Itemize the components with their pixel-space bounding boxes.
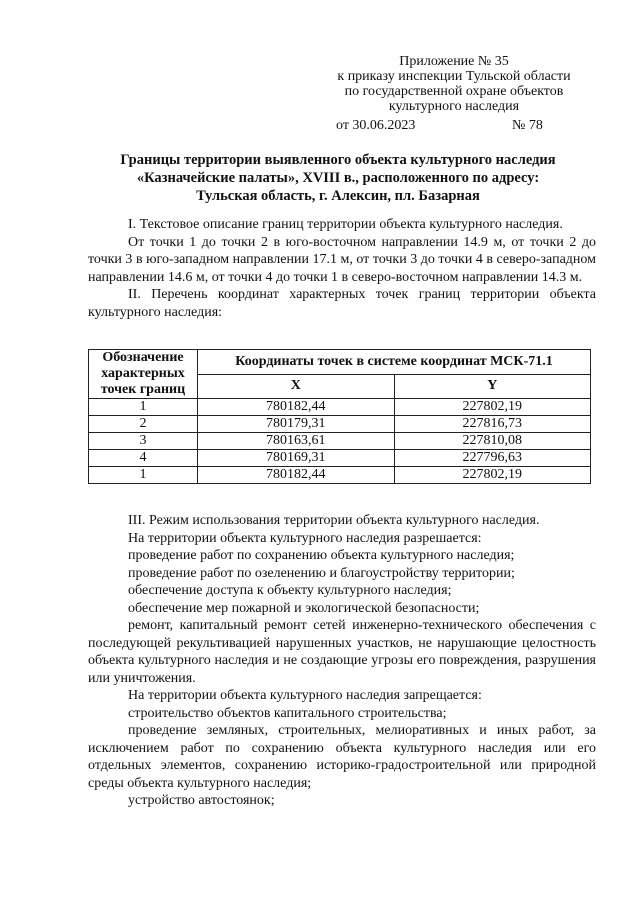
- section-1-heading: I. Текстовое описание границ территории объекта культурного наследия.: [128, 217, 563, 232]
- allowed-intro: На территории объекта культурного наследия разрешается:: [128, 530, 482, 546]
- forbidden-item: проведение земляных, строительных, мелиоративных и иных работ, за исключением работ по сохранению объекта культурного наследия или его отдельных элементов, сохранению историко-градостроительной или природной среды объекта культурного наследия;: [88, 723, 596, 791]
- appendix-line: к приказу инспекции Тульской области: [337, 69, 571, 84]
- section-1-and-2: [88, 216, 596, 321]
- order-date: от 30.06.2023: [336, 118, 416, 133]
- appendix-line: культурного наследия: [388, 99, 520, 114]
- document-title: [88, 151, 588, 205]
- table-row: [89, 467, 591, 484]
- table-row: [89, 450, 591, 467]
- allowed-item: обеспечение мер пожарной и экологической безопасности;: [128, 600, 480, 616]
- table-row: [89, 399, 591, 416]
- x-cell: 780179,31: [198, 416, 395, 433]
- section-3-heading: III. Режим использования территории объекта культурного наследия.: [128, 513, 540, 528]
- order-number: № 78: [512, 118, 543, 133]
- x-cell: 780182,44: [198, 399, 395, 416]
- y-header: Y: [394, 374, 591, 399]
- appendix-line: Приложение № 35: [399, 54, 509, 69]
- allowed-item: проведение работ по сохранению объекта культурного наследия;: [128, 548, 515, 563]
- section-3: [88, 512, 596, 810]
- forbidden-item: устройство автостоянок;: [128, 793, 275, 808]
- section-2-heading: II. Перечень координат характерных точек границ территории объекта культурного наследия:: [88, 287, 596, 320]
- point-column-header: Обозначение характерных точек границ: [89, 350, 198, 399]
- forbidden-item: строительство объектов капитального строительства;: [128, 705, 447, 721]
- title-line: Тульская область, г. Алексин, пл. Базарная: [196, 188, 480, 204]
- section-1-text: От точки 1 до точки 2 в юго-восточном направлении 14.9 м, от точки 2 до точки 3 в юго-западном направлении 17.1 м, от точки 3 до точки 4 в северо-западном направлении 14.6 м, от точки 4 до точки 1 в северо-восточном направлении 14.3 м.: [88, 234, 596, 285]
- allowed-item: обеспечение доступа к объекту культурного наследия;: [128, 583, 452, 598]
- point-cell: 1: [89, 399, 198, 416]
- point-cell: 2: [89, 416, 198, 433]
- forbidden-intro: На территории объекта культурного наследия запрещается:: [128, 688, 482, 703]
- coordinates-table: [88, 349, 591, 484]
- point-cell: 3: [89, 433, 198, 450]
- allowed-item: ремонт, капитальный ремонт сетей инженерно-технического обеспечения с последующей рекультивацией нарушенных участков, не нарушающие целостность объекта культурного наследия и не создающие угрозы его повреждения, разрушения или уничтожения.: [88, 618, 596, 686]
- x-cell: 780163,61: [198, 433, 395, 450]
- x-header: X: [198, 374, 395, 399]
- y-cell: 227796,63: [394, 450, 591, 467]
- y-cell: 227802,19: [394, 467, 591, 484]
- title-line: «Казначейские палаты», XVIII в., расположенного по адресу:: [136, 170, 540, 186]
- allowed-item: проведение работ по озеленению и благоустройству территории;: [128, 565, 515, 581]
- title-line: Границы территории выявленного объекта культурного наследия: [120, 152, 556, 168]
- table-row: [89, 433, 591, 450]
- coords-system-header: Координаты точек в системе координат МСК-71.1: [198, 350, 591, 375]
- point-cell: 4: [89, 450, 198, 467]
- point-cell: 1: [89, 467, 198, 484]
- y-cell: 227802,19: [394, 399, 591, 416]
- appendix-line: по государственной охране объектов: [344, 84, 564, 99]
- appendix-block: [318, 54, 590, 114]
- y-cell: 227810,08: [394, 433, 591, 450]
- table-row: [89, 416, 591, 433]
- x-cell: 780182,44: [198, 467, 395, 484]
- y-cell: 227816,73: [394, 416, 591, 433]
- order-date-number: [336, 118, 556, 134]
- x-cell: 780169,31: [198, 450, 395, 467]
